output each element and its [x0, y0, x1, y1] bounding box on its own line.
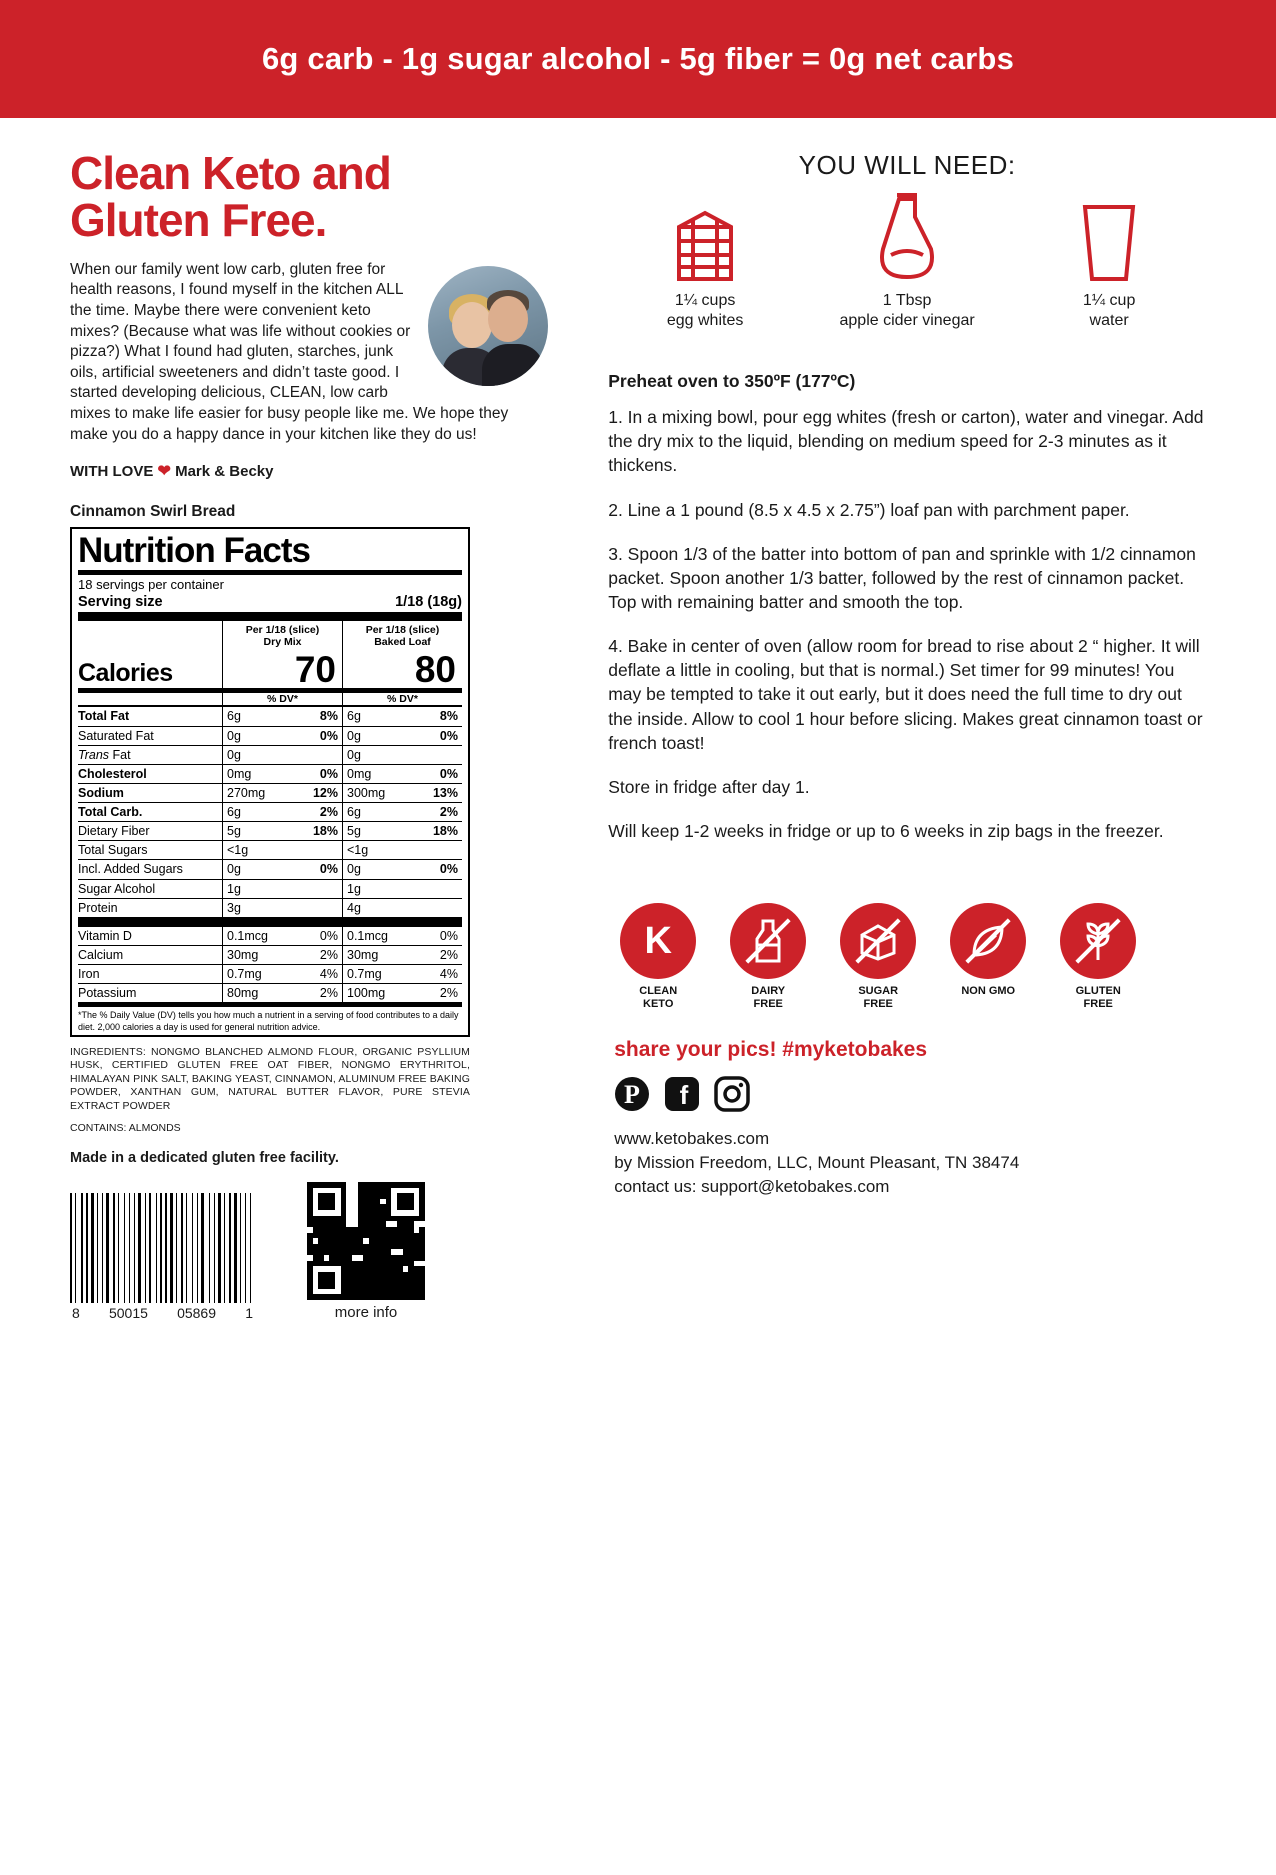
nutrient-name: Total Sugars — [78, 843, 148, 858]
step-1: 1. In a mixing bowl, pour egg whites (fresh or carton), water and vinegar. Add the dry mix to the liquid, blending on medium speed for 2-3 minutes as it thickens. — [608, 407, 1204, 476]
with-love-line — [70, 461, 548, 481]
certification-badges — [608, 903, 1206, 1010]
nutrient-value: 6g 8% — [222, 707, 342, 725]
nutrient-row — [78, 745, 462, 764]
column-header-dry-mix — [222, 621, 342, 651]
badge-sugar-free — [834, 903, 922, 1010]
column-header-baked-loaf — [342, 621, 462, 651]
nutrient-value: 3g — [222, 899, 342, 917]
nutrient-row — [78, 964, 462, 983]
nutrition-facts-title: Nutrition Facts — [78, 531, 310, 571]
nutrient-value: 1g — [342, 880, 462, 898]
calories-baked-loaf: 80 — [342, 651, 462, 688]
shelf-life-note: Will keep 1-2 weeks in fridge or up to 6 weeks in zip bags in the freezer. — [608, 820, 1164, 841]
ingredients-needed-row — [608, 193, 1206, 331]
need-amount-3: 1¼ cup — [1082, 292, 1136, 309]
dv-footnote: *The % Daily Value (DV) tells you how much a nutrient in a serving of food contributes to a daily diet. 2,000 calories a day is used for general nutrition advice. — [78, 1010, 459, 1032]
badge-1-line1: DAIRY — [751, 985, 786, 998]
dv-label-baked: % DV* — [342, 693, 462, 705]
facebook-icon[interactable] — [664, 1076, 700, 1117]
facility-statement: Made in a dedicated gluten free facility. — [70, 1149, 339, 1166]
signers: Mark & Becky — [175, 463, 274, 481]
nutrient-value: 0g 0% — [222, 727, 342, 745]
serving-size-value: 1/18 (18g) — [395, 594, 462, 611]
calories-row — [78, 649, 462, 691]
nutrient-value: 0g 0% — [342, 860, 462, 878]
nutrient-value: <1g — [222, 841, 342, 859]
barcode-block — [70, 1193, 255, 1321]
svg-text:P: P — [624, 1080, 641, 1110]
need-item-2: apple cider vinegar — [839, 312, 975, 329]
intro-paragraph: When our family went low carb, gluten free for health reasons, I found myself in the kitchen ALL the time. Maybe there were convenient keto mixes? (Because what was life without cookies or pizza?) What I found had gluten, starches, junk oils, artificial sweeteners and didn’t taste good. I started developing delicious, CLEAN, low carb mixes to make life easier for busy people like me. We hope they make you do a happy dance in your kitchen like they do us! — [70, 260, 509, 443]
need-amount-1: 1¼ cups — [674, 292, 736, 309]
nutrient-row — [78, 983, 462, 1002]
need-item-vinegar — [832, 193, 982, 331]
codes-row — [70, 1182, 548, 1321]
need-item-1: egg whites — [666, 312, 744, 329]
page-title — [70, 147, 548, 246]
nutrient-value: 30mg 2% — [222, 946, 342, 964]
pinterest-icon[interactable] — [614, 1076, 650, 1117]
nutrient-name: Trans Fat — [78, 747, 131, 762]
nutrient-value: 0.7mg 4% — [342, 965, 462, 983]
nutrient-name: Sugar Alcohol — [78, 881, 156, 896]
nutrient-row — [78, 926, 462, 945]
ingredients-list: INGREDIENTS: NONGMO BLANCHED ALMOND FLOUR, ORGANIC PSYLLIUM HUSK, CERTIFIED GLUTEN FREE OAT FIBER, NONGMO ERYTHRITOL, HIMALAYAN PINK SALT, BAKING YEAST, CINNAMON, ALUMINUM FREE BAKING POWDER, XANTHAN GUM, NATURAL BUTTER FLAVOR, PURE STEVIA EXTRACT POWDER — [70, 1045, 470, 1112]
step-3: 3. Spoon 1/3 of the batter into bottom of pan and sprinkle with 1/2 cinnamon packet. Spoon another 1/3 batter, followed by the rest of cinnamon packet. Top with remaining batter and smooth the top. — [608, 543, 1196, 612]
nutrient-row — [78, 764, 462, 783]
badge-3-line1: NON GMO — [961, 985, 1016, 998]
sugar-cube-crossed-icon — [840, 903, 916, 979]
badge-1-line2: FREE — [753, 997, 783, 1010]
leaf-icon — [950, 903, 1026, 979]
nutrient-name: Total Fat — [78, 709, 130, 724]
servings-per-container: 18 servings per container — [78, 577, 224, 593]
nutrient-row — [78, 802, 462, 821]
share-cta: share your pics! #myketobakes — [614, 1038, 928, 1062]
banner-text: 6g carb - 1g sugar alcohol - 5g fiber = 0g net carbs — [261, 41, 1015, 76]
badge-dairy-free — [724, 903, 812, 1010]
right-column — [608, 136, 1206, 1321]
nutrient-value: 80mg 2% — [222, 984, 342, 1002]
contact-email-line[interactable]: contact us: support@ketobakes.com — [614, 1176, 890, 1196]
badge-4-line2: FREE — [1083, 997, 1113, 1010]
nutrient-name: Total Carb. — [78, 805, 143, 820]
nutrient-rows — [78, 706, 462, 916]
nutrient-name: Incl. Added Sugars — [78, 862, 183, 877]
page-body — [0, 118, 1276, 1321]
wheat-crossed-icon — [1060, 903, 1136, 979]
letter-k-icon: K — [620, 903, 696, 979]
instructions — [608, 369, 1206, 843]
badge-2-line1: SUGAR — [858, 985, 899, 998]
instagram-icon[interactable] — [714, 1076, 750, 1117]
nutrient-value: 300mg 13% — [342, 784, 462, 802]
product-name: Cinnamon Swirl Bread — [70, 503, 236, 521]
nutrient-name: Protein — [78, 900, 118, 915]
nutrient-name: Saturated Fat — [78, 728, 154, 743]
milk-bottle-crossed-icon — [730, 903, 806, 979]
company-address: by Mission Freedom, LLC, Mount Pleasant, TN 38474 — [614, 1153, 1020, 1173]
micronutrient-rows — [78, 926, 462, 1003]
column-headers — [78, 621, 462, 651]
intro-block — [70, 260, 548, 445]
qr-block[interactable] — [307, 1182, 425, 1321]
nutrient-row — [78, 879, 462, 898]
nutrient-name: Vitamin D — [78, 928, 132, 943]
nutrient-value: 0mg 0% — [342, 765, 462, 783]
you-will-need-title: YOU WILL NEED: — [798, 150, 1016, 180]
contact-block — [608, 1127, 1206, 1198]
nutrient-name: Iron — [78, 967, 100, 982]
upc-digit: 05869 — [177, 1304, 217, 1321]
allergen-statement: CONTAINS: ALMONDS — [70, 1121, 181, 1134]
nutrient-row — [78, 840, 462, 859]
nutrient-value: 30mg 2% — [342, 946, 462, 964]
badge-gluten-free — [1054, 903, 1142, 1010]
with-love-label: WITH LOVE — [70, 463, 154, 481]
headline-line-2: Gluten Free. — [70, 193, 327, 246]
vinegar-bottle-icon — [832, 193, 982, 285]
nutrition-facts-panel — [70, 527, 470, 1037]
water-glass-icon — [1034, 193, 1184, 285]
calories-dry-mix: 70 — [222, 651, 342, 688]
preheat-line: Preheat oven to 350ºF (177ºC) — [608, 371, 856, 391]
website-url[interactable]: www.ketobakes.com — [614, 1129, 770, 1149]
nutrient-value: 0g 0% — [222, 860, 342, 878]
upc-digit: 50015 — [108, 1304, 148, 1321]
nutrient-value: 0g — [342, 746, 462, 764]
col1-line1: Per 1/18 (slice) — [245, 624, 320, 637]
col2-line2: Baked Loaf — [374, 636, 431, 649]
col1-line2: Dry Mix — [263, 636, 302, 649]
nutrient-value: 0.1mcg 0% — [342, 927, 462, 945]
calories-label: Calories — [78, 659, 173, 688]
nutrient-value: 4g — [342, 899, 462, 917]
top-banner — [0, 0, 1276, 118]
nutrient-row — [78, 726, 462, 745]
nutrient-value: 5g 18% — [222, 822, 342, 840]
badge-4-line1: GLUTEN — [1075, 985, 1121, 998]
nutrient-value: 6g 2% — [222, 803, 342, 821]
nutrient-name: Cholesterol — [78, 766, 147, 781]
nutrient-row — [78, 859, 462, 878]
founders-photo — [428, 266, 548, 386]
nutrient-row — [78, 783, 462, 802]
need-item-egg-whites — [630, 193, 780, 331]
carton-icon — [630, 193, 780, 285]
qr-code[interactable] — [307, 1182, 425, 1300]
need-item-3: water — [1089, 312, 1129, 329]
left-column — [70, 136, 548, 1321]
step-2: 2. Line a 1 pound (8.5 x 4.5 x 2.75”) loaf pan with parchment paper. — [608, 499, 1130, 520]
badge-0-line1: CLEAN — [639, 985, 678, 998]
svg-text:f: f — [679, 1080, 689, 1111]
nutrient-value: 0.1mcg 0% — [222, 927, 342, 945]
nutrient-row — [78, 706, 462, 725]
nutrient-value: 6g 2% — [342, 803, 462, 821]
nutrient-value: 0.7mg 4% — [222, 965, 342, 983]
nutrient-name: Dietary Fiber — [78, 824, 150, 839]
serving-size-label: Serving size — [78, 594, 163, 611]
nutrient-row — [78, 821, 462, 840]
nutrient-value: 0g 0% — [342, 727, 462, 745]
nutrient-value: 0mg 0% — [222, 765, 342, 783]
nutrient-value: 1g — [222, 880, 342, 898]
badge-2-line2: FREE — [863, 997, 893, 1010]
nutrient-name: Calcium — [78, 947, 124, 962]
nutrient-row — [78, 898, 462, 917]
nutrient-value: 270mg 12% — [222, 784, 342, 802]
upc-barcode — [70, 1193, 255, 1303]
nutrient-value: 6g 8% — [342, 707, 462, 725]
headline-line-1: Clean Keto and — [70, 147, 391, 199]
nutrient-row — [78, 945, 462, 964]
dv-header-row — [78, 693, 462, 705]
need-item-water — [1034, 193, 1184, 331]
upc-digit: 1 — [245, 1304, 253, 1321]
qr-caption: more info — [334, 1303, 398, 1321]
social-links — [608, 1076, 1206, 1117]
col2-line1: Per 1/18 (slice) — [365, 624, 440, 637]
upc-digit: 8 — [72, 1304, 80, 1321]
nutrient-value: <1g — [342, 841, 462, 859]
nutrient-name: Sodium — [78, 785, 124, 800]
nutrient-value: 5g 18% — [342, 822, 462, 840]
badge-clean-keto — [614, 903, 702, 1010]
nutrient-value: 100mg 2% — [342, 984, 462, 1002]
need-amount-2: 1 Tbsp — [882, 292, 932, 309]
badge-non-gmo — [944, 903, 1032, 1010]
step-4: 4. Bake in center of oven (allow room for bread to rise about 2 “ higher. It will deflate a little in cooling, but that is normal.) Set timer for 99 minutes! You may be tempted to take it out early, but it does need the full time to dry out the inside. Allow to cool 1 hour before slicing. Makes great cinnamon toast or french toast! — [608, 636, 1203, 753]
nutrient-value: 0g — [222, 746, 342, 764]
badge-0-line2: KETO — [643, 997, 674, 1010]
storage-note: Store in fridge after day 1. — [608, 776, 810, 797]
nutrient-name: Potassium — [78, 986, 137, 1001]
dv-label-dry: % DV* — [222, 693, 342, 705]
upc-digits — [70, 1305, 255, 1321]
heart-icon: ❤ — [157, 463, 171, 481]
